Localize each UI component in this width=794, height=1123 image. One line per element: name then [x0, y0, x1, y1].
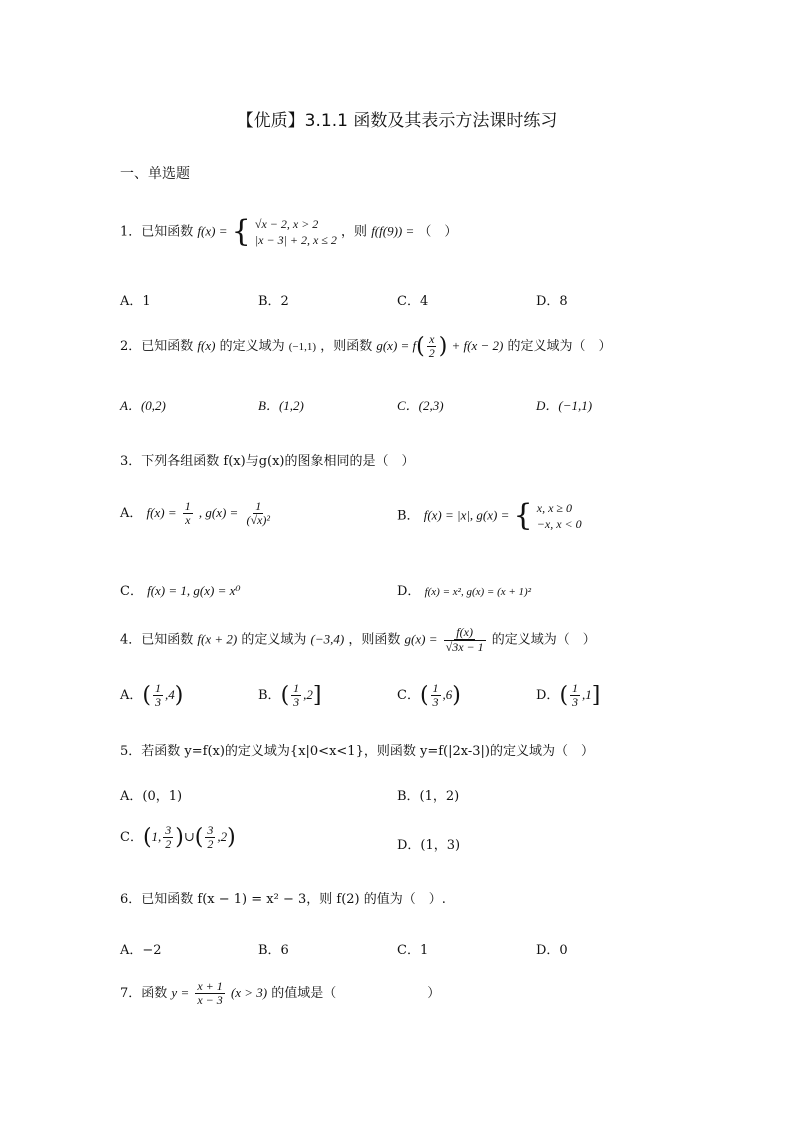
q1-option-d: D．8 — [536, 294, 568, 309]
q2-function: f(x) — [197, 338, 216, 354]
q2-suffix: 的定义域为（ ） — [507, 339, 612, 355]
q1-middle: ，则 — [341, 224, 368, 240]
q2-option-a: A．(0,2) — [120, 398, 166, 413]
q4-fraction: $\frac{f(x)}{√3x - 1}$ — [445, 625, 484, 655]
q1-case-1: √x − 2, x > 2 — [254, 217, 319, 231]
q4-domain: (−3,4) — [310, 631, 345, 647]
q3-option-b: B． f(x) = |x|, g(x) = { x, x ≥ 0 −x, x < 0 — [397, 498, 582, 533]
question-1 — [120, 216, 457, 248]
q3-option-c: C． f(x) = 1, g(x) = x⁰ — [120, 583, 241, 599]
section-heading: 一、单选题 — [120, 166, 190, 182]
q2-option-d: D．(−1,1) — [536, 398, 593, 413]
q6-option-c: C．1 — [397, 943, 429, 958]
q1-expression: f(f(9)) = — [371, 223, 415, 239]
q4-option-c: C．( $\frac{1}{3}$ ,6) — [397, 681, 461, 710]
q3-option-d: D． f(x) = x², g(x) = (x + 1)² — [397, 584, 532, 599]
q2-prefix: 2．已知函数 — [120, 339, 194, 355]
question-7: 7．函数 y = $\frac{x + 1}{x - 3}$ (x > 3) 的值域是（ ） — [120, 979, 441, 1008]
q1-option-a: A．1 — [120, 294, 151, 309]
q6-option-d: D．0 — [536, 943, 568, 958]
q3-a-fraction-2: $\frac{1}{\text{(√x)²}}$ — [246, 499, 270, 528]
q4-option-d: D．( $\frac{1}{3}$ ,1] — [536, 681, 601, 710]
q2-option-b: B．(1,2) — [258, 398, 304, 413]
q7-fraction: $\frac{x + 1}{x - 3}$ — [197, 979, 223, 1008]
q2-fraction: $\frac{x}{2}$ — [428, 332, 435, 361]
q2-g-function: g(x) = f — [376, 338, 417, 354]
question-2: 2．已知函数 f(x) 的定义域为 (−1,1) ，则函数 g(x) = f( $\frac{x}{2}$ ) + f(x − 2) 的定义域为（ ） — [120, 332, 612, 361]
q5-option-c: C．(1, $\frac{3}{2}$ )∪( $\frac{3}{2}$ ,2) — [120, 823, 236, 852]
q6-option-a: A．−2 — [120, 943, 162, 958]
question-6: 6．已知函数 f(x − 1) = x² − 3，则 f(2) 的值为（ ）. — [120, 892, 446, 907]
q6-option-b: B．6 — [258, 943, 289, 958]
q5-option-d: D．(1，3) — [397, 838, 461, 853]
q2-tail: + f(x − 2) — [451, 338, 504, 354]
q1-brace: { — [231, 214, 251, 249]
question-4: 4．已知函数 f(x + 2) 的定义域为 (−3,4) ，则函数 g(x) = $\frac{f(x)}{√3x - 1}$ 的定义域为（ ） — [120, 625, 596, 655]
page-title: 【优质】3.1.1 函数及其表示方法课时练习 — [236, 111, 558, 131]
q1-cases — [255, 216, 337, 248]
q1-option-b: B．2 — [258, 294, 289, 309]
q2-option-c: C．(2,3) — [397, 398, 444, 413]
q3-b-brace: { — [513, 498, 533, 533]
q2-domain: (−1,1) — [288, 341, 317, 354]
q2-mid2: ，则函数 — [320, 339, 373, 355]
q1-function: f(x) = — [197, 223, 228, 239]
q1-prefix: 1．已知函数 — [120, 224, 194, 240]
q1-option-c: C．4 — [397, 294, 429, 309]
q2-mid1: 的定义域为 — [219, 339, 285, 355]
question-5: 5．若函数 y=f(x)的定义域为{x|0<x<1}，则函数 y=f(|2x-3|)的定义域为（ ） — [120, 744, 594, 759]
q4-function: f(x + 2) — [197, 631, 238, 647]
q5-option-b: B．(1，2) — [397, 789, 460, 804]
q3-option-a: A． f(x) = $\frac{1}{x}$ , g(x) = $\frac{1}{\text{(√x)²}}$ — [120, 499, 270, 528]
question-3: 3．下列各组函数 f(x)与g(x)的图象相同的是（ ） — [120, 454, 415, 469]
q3-a-fraction-1: $\frac{1}{x}$ — [184, 499, 191, 528]
q5-option-a: A．(0，1) — [120, 789, 183, 804]
q1-answer-blank: （ ） — [418, 224, 458, 240]
q1-case-2: |x − 3| + 2, x ≤ 2 — [254, 233, 337, 247]
q4-option-a: A．( $\frac{1}{3}$ ,4) — [120, 681, 184, 710]
q4-option-b: B．( $\frac{1}{3}$ ,2] — [258, 681, 322, 710]
